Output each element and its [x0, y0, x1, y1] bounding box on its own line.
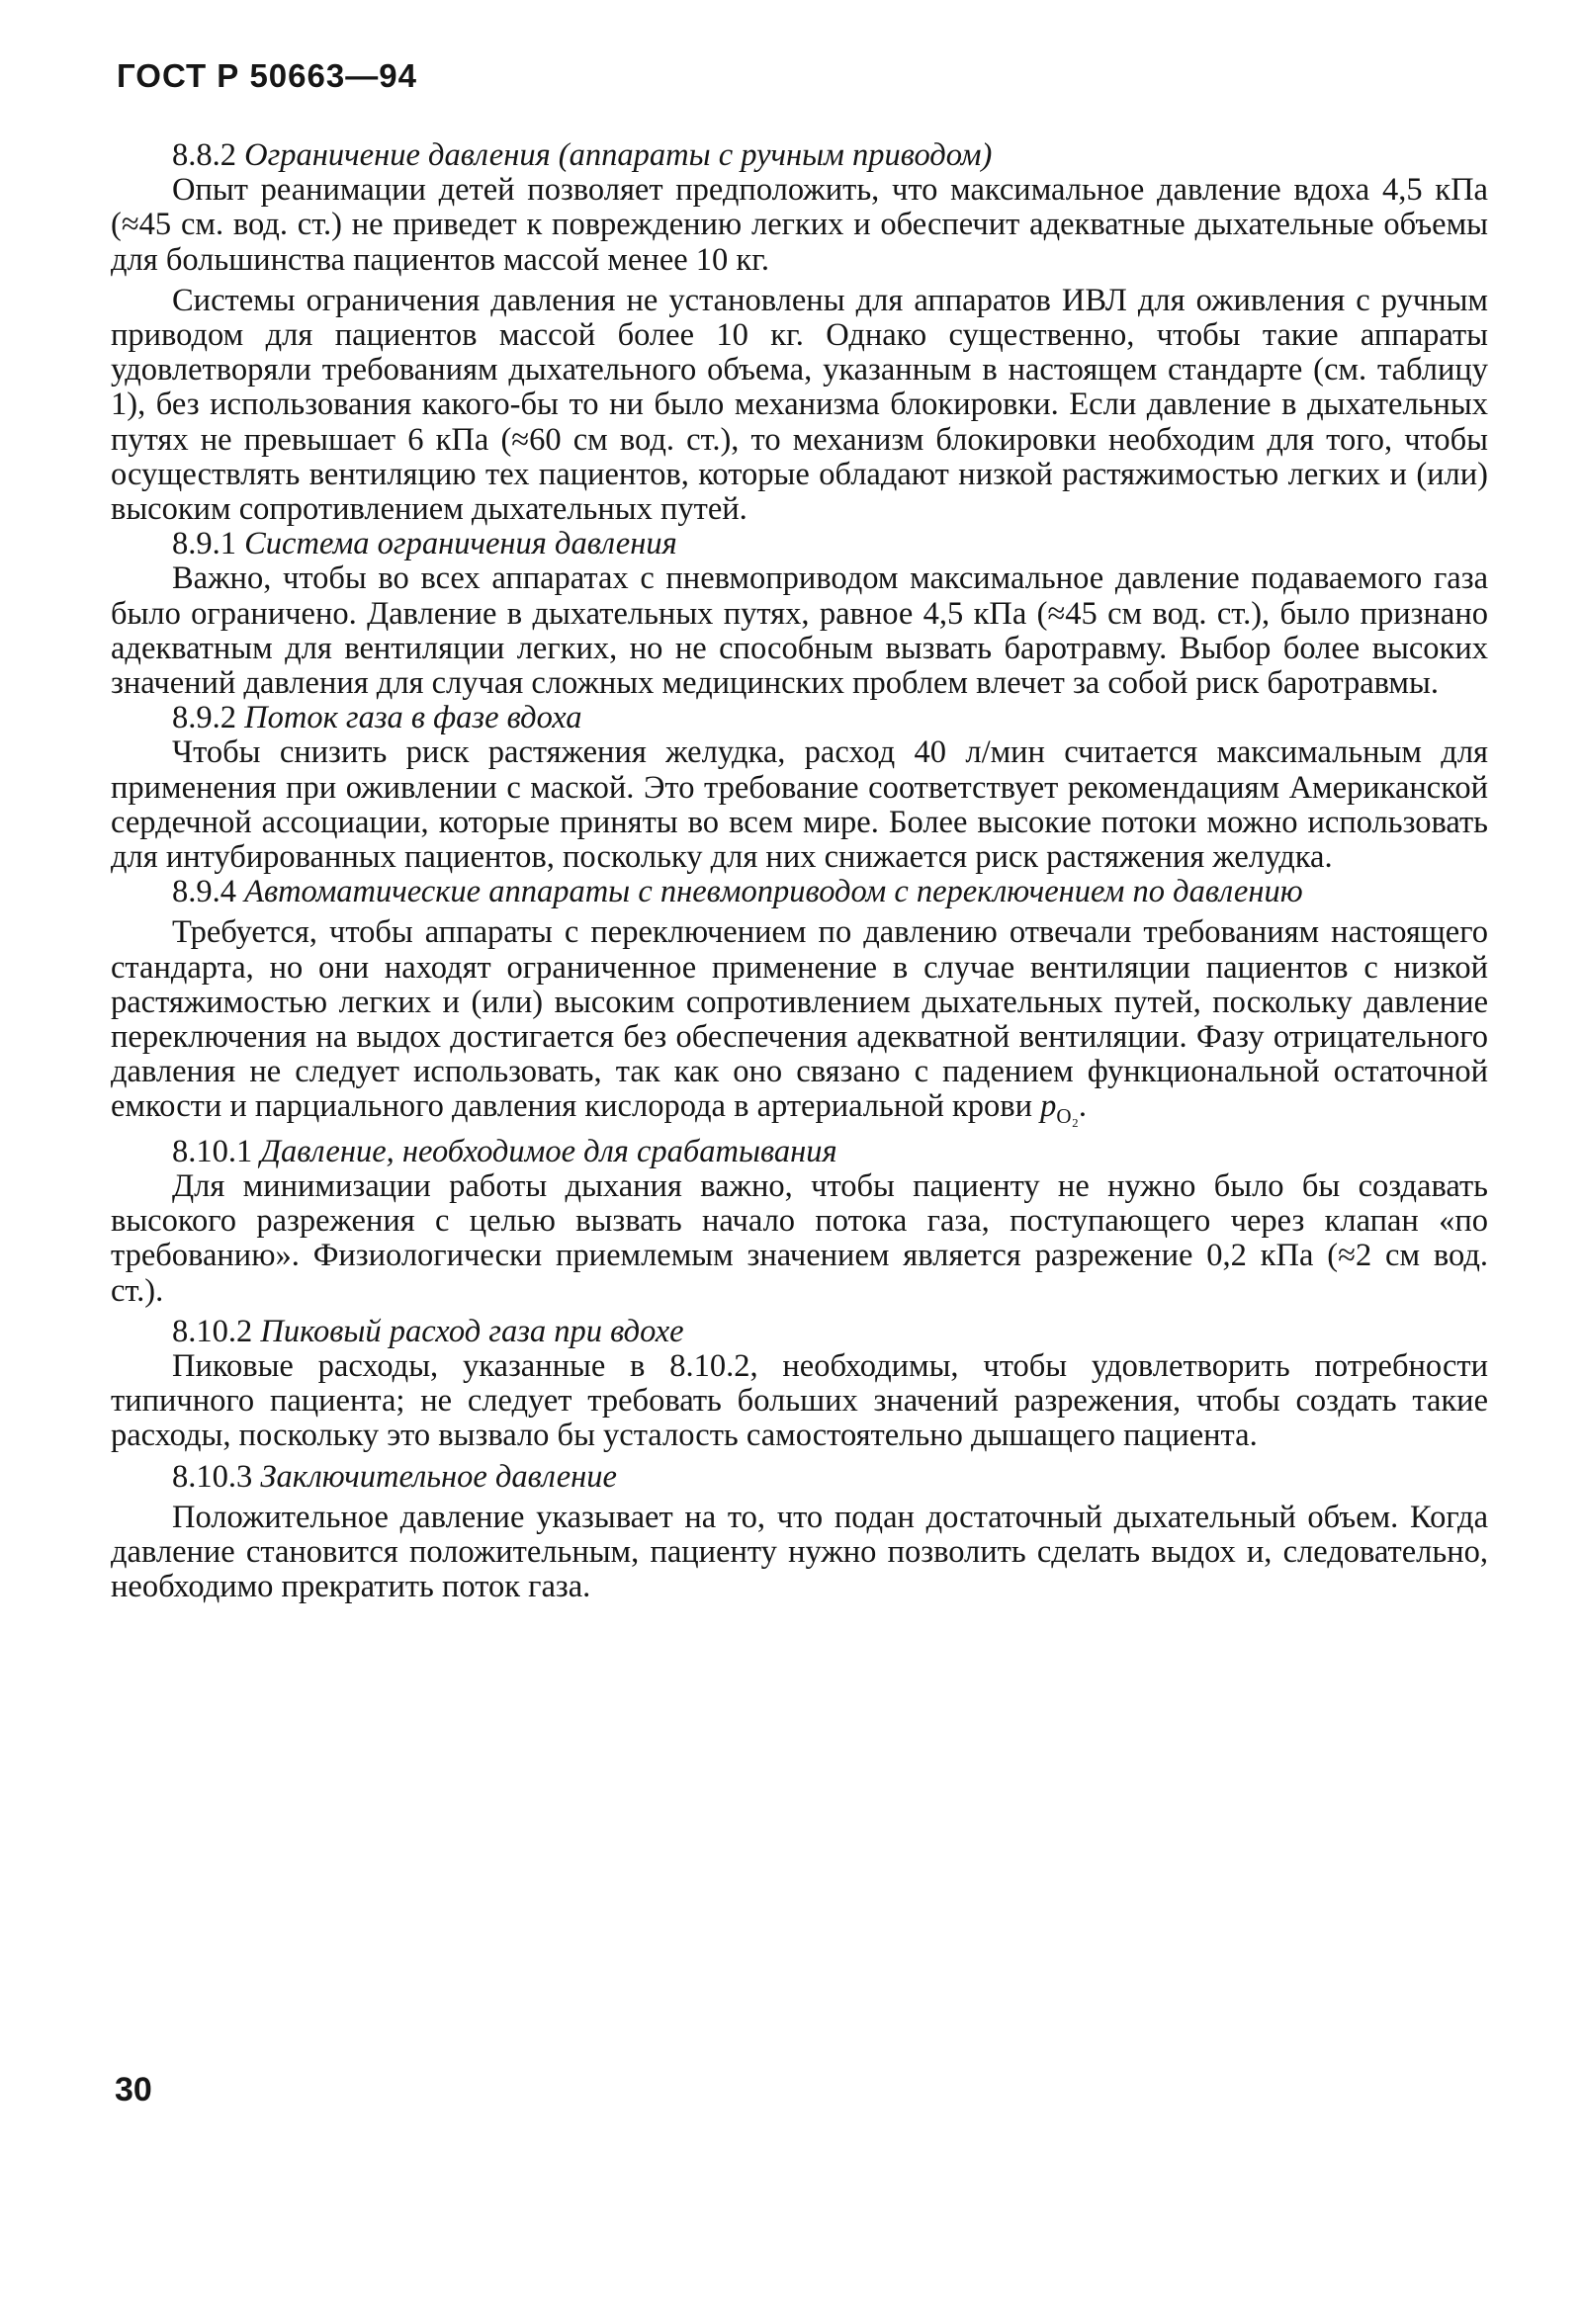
paragraph: Чтобы снизить риск растяжения желудка, расход 40 л/мин считается максимальным для применения при оживлении с маской. Это требование соответствует рекомендациям Американской сердечной ассоциации, которые приняты во всем мире. Более высокие потоки можно использовать для интубированных пациентов, поскольку для них снижается риск растяжения желудка.: [111, 734, 1488, 876]
formula-end: .: [1078, 1088, 1088, 1125]
paragraph: Пиковые расходы, указанные в 8.10.2, необходимы, чтобы удовлетворить потребности типичного пациента; не следует требовать больших значений разрежения, чтобы создать такие расходы, поскольку это вызвало бы усталость самостоятельно дышащего пациента.: [111, 1347, 1488, 1454]
section-number: 8.9.4: [172, 874, 236, 910]
paragraph-text: Требуется, чтобы аппараты с переключением по давлению отвечали требованиям настоящего стандарта, но они находят ограниченное применение в случае вентиляции пациентов с низкой растяжимостью легких и (или) высоким сопротивлением дыхательных путей, поскольку давление переключения на выдох достигается без обеспечения адекватной вентиляции. Фазу отрицательного давления не следует использовать, так как оно связано с падением функциональной остаточной емкости и парциального давления кислорода в артериальной крови: [111, 914, 1488, 1125]
section-title: Давление, необходимое для срабатывания: [260, 1133, 837, 1169]
section-number: 8.10.2: [172, 1313, 253, 1349]
formula-symbol: p: [1040, 1088, 1057, 1125]
paragraph: Важно, чтобы во всех аппаратах с пневмоприводом максимальное давление подаваемого газа было ограничено. Давление в дыхательных путях, равное 4,5 кПа (≈45 см вод. ст.), было признано адекватным для вентиляции легких, но не способным вызвать баротравму. Выбор более высоких значений давления для случая сложных медицинских проблем влечет за собой риск баротравмы.: [111, 560, 1488, 702]
body-text: [111, 138, 1488, 1604]
section-title: Автоматические аппараты с пневмоприводом с переключением по давлению: [244, 874, 1303, 910]
section-number: 8.10.3: [172, 1458, 253, 1495]
section-heading: [111, 701, 1488, 735]
section-heading: [111, 527, 1488, 561]
section-heading: [111, 1135, 1488, 1169]
section-heading: [111, 138, 1488, 173]
section-number: 8.10.1: [172, 1133, 253, 1169]
section-title: Пиковый расход газа при вдохе: [260, 1313, 684, 1349]
paragraph: [111, 915, 1488, 1134]
section-heading: [111, 1315, 1488, 1349]
section-title: Заключительное давление: [260, 1458, 617, 1495]
section-title: Система ограничения давления: [244, 526, 677, 562]
section-number: 8.9.1: [172, 526, 236, 562]
section-heading: [111, 1460, 1488, 1495]
section-title: Ограничение давления (аппараты с ручным приводом): [244, 137, 993, 173]
paragraph: Положительное давление указывает на то, что подан достаточный дыхательный объем. Когда давление становится положительным, пациенту нужно позволить сделать выдох и, следовательно, необходимо прекратить поток газа.: [111, 1499, 1488, 1605]
section-number: 8.9.2: [172, 700, 236, 736]
section-title: Поток газа в фазе вдоха: [244, 700, 582, 736]
paragraph: Системы ограничения давления не установлены для аппаратов ИВЛ для оживления с ручным приводом для пациентов массой более 10 кг. Однако существенно, чтобы такие аппараты удовлетворяли требованиям дыхательного объема, указанным в настоящем стандарте (см. таблицу 1), без использования какого-бы то ни было механизма блокировки. Если давление в дыхательных путях не превышает 6 кПа (≈60 см вод. ст.), то механизм блокировки необходим для того, чтобы осуществлять вентиляцию тех пациентов, которые обладают низкой растяжимостью легких и (или) высоким сопротивлением дыхательных путей.: [111, 282, 1488, 528]
section-heading: [111, 875, 1488, 909]
page-number: 30: [115, 2071, 152, 2109]
running-head: ГОСТ Р 50663—94: [117, 57, 417, 94]
paragraph: Опыт реанимации детей позволяет предположить, что максимальное давление вдоха 4,5 кПа (≈45 см. вод. ст.) не приведет к повреждению легких и обеспечит адекватные дыхательные объемы для большинства пациентов массой менее 10 кг.: [111, 172, 1488, 278]
formula-subscript: O₂: [1056, 1104, 1079, 1129]
paragraph: Для минимизации работы дыхания важно, чтобы пациенту не нужно было бы создавать высокого разрежения с целью вызвать начало потока газа, поступающего через клапан «по требованию». Физиологически приемлемым значением является разрежение 0,2 кПа (≈2 см вод. ст.).: [111, 1167, 1488, 1309]
section-number: 8.8.2: [172, 137, 236, 173]
